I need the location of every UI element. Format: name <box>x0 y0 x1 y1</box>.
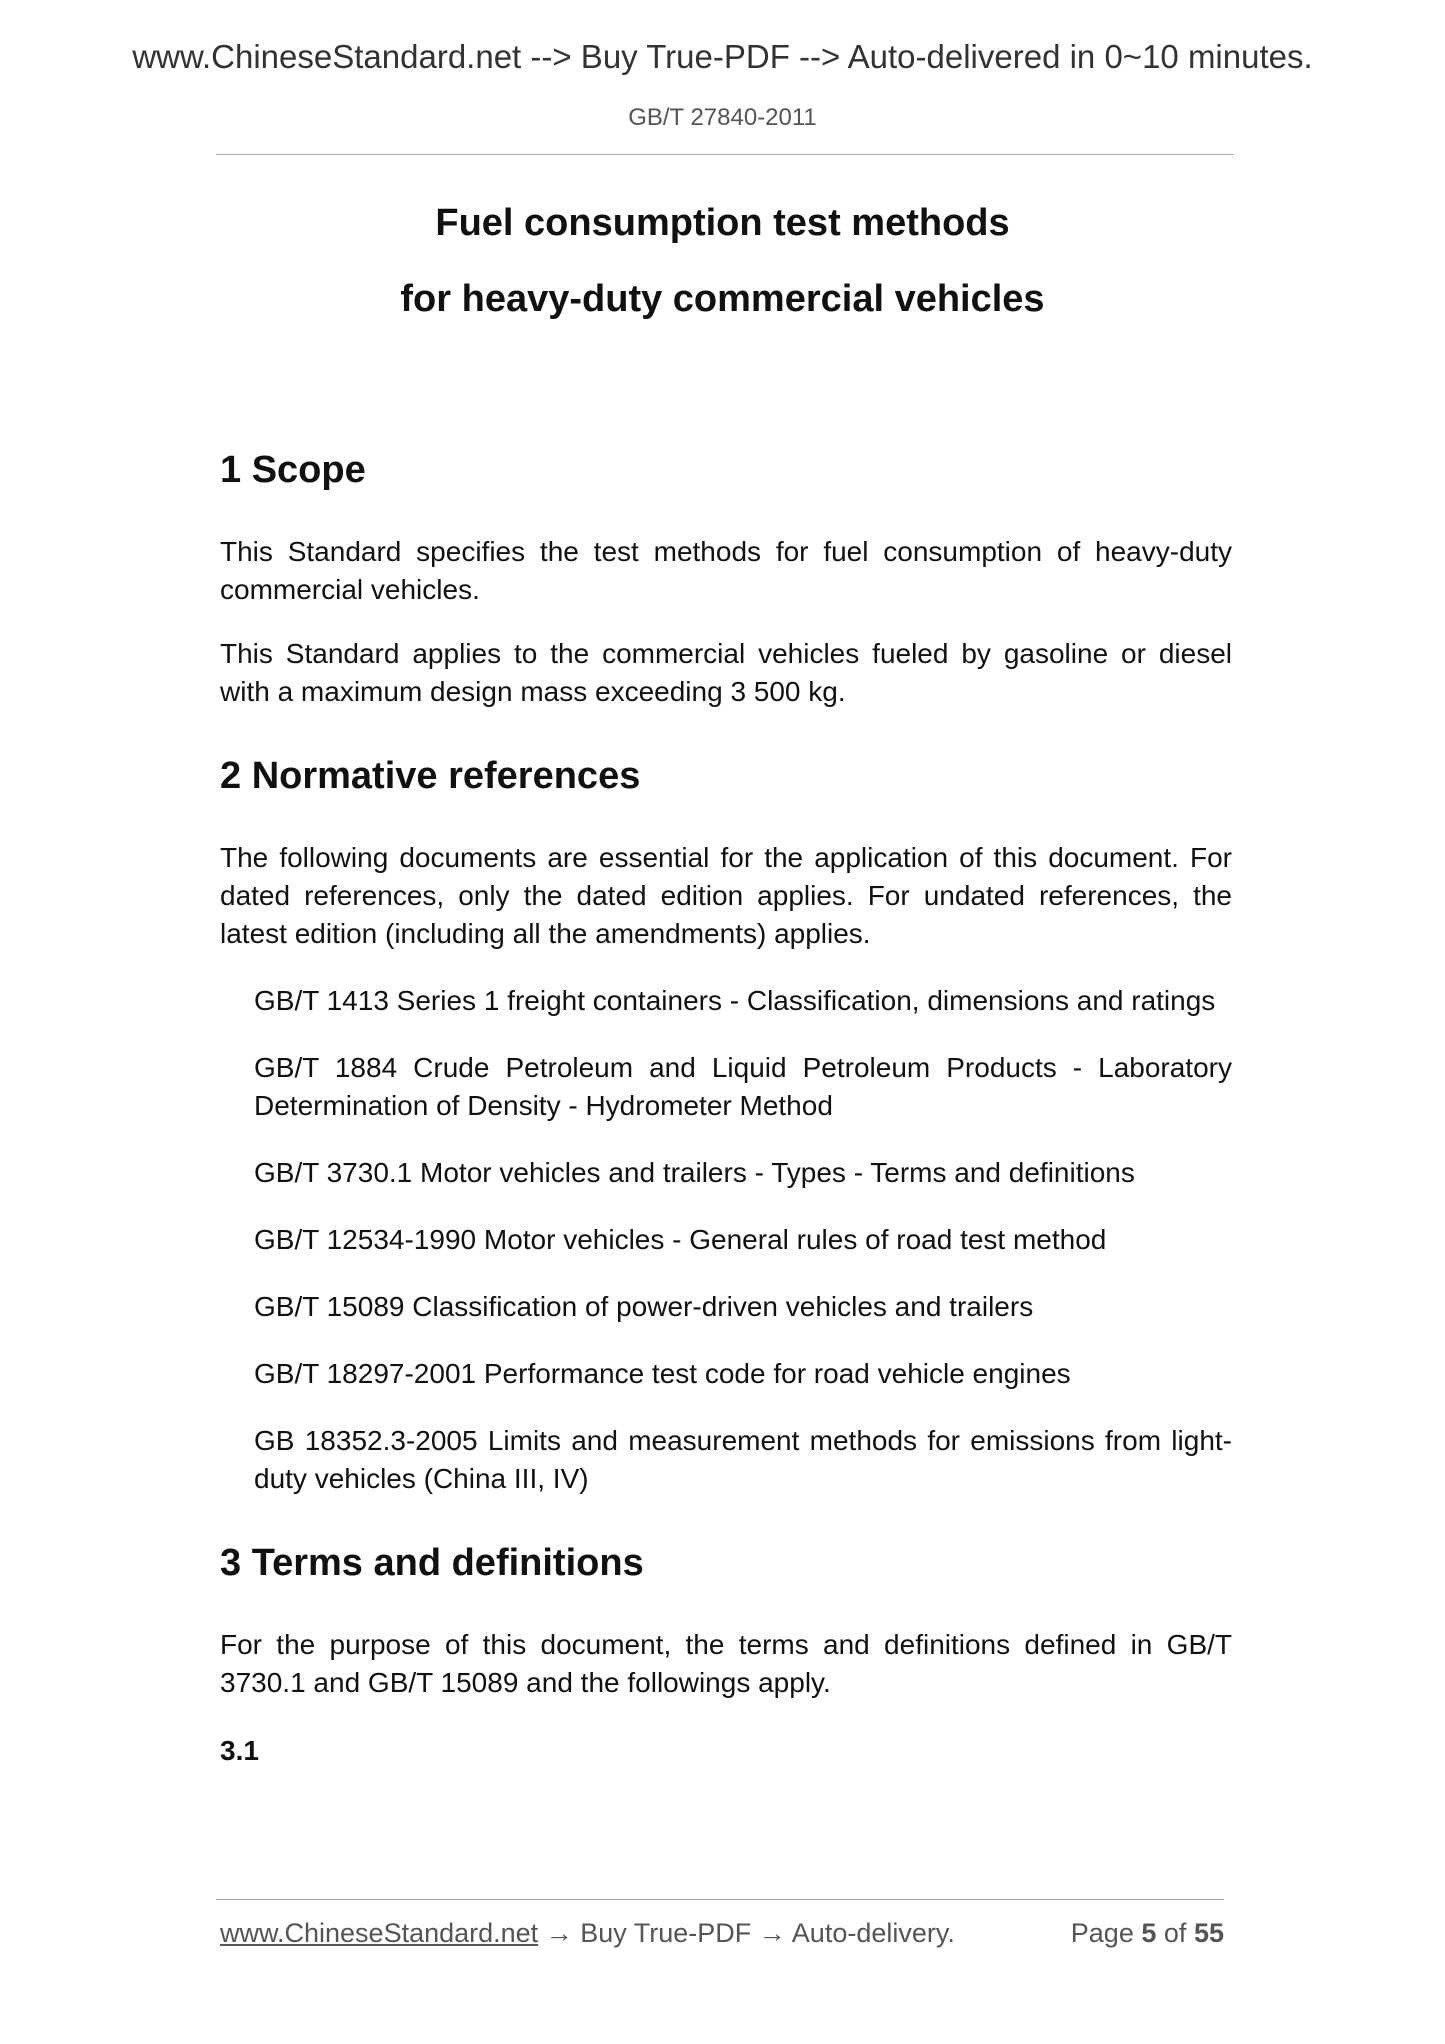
reference-item: GB/T 12534-1990 Motor vehicles - General rules of road test method <box>254 1224 1107 1255</box>
section-heading-terms-and-definitions: 3 Terms and definitions <box>220 1542 644 1584</box>
page-number: 5 <box>1141 1918 1157 1948</box>
arrow-right-icon: → <box>545 1918 573 1948</box>
arrow-right-icon: → <box>758 1918 786 1948</box>
reference-item: GB/T 18297-2001 Performance test code for road vehicle engines <box>254 1358 1071 1389</box>
reference-item: GB/T 1413 Series 1 freight containers - Classification, dimensions and ratings <box>254 985 1216 1016</box>
page-label: Page <box>1070 1918 1134 1948</box>
page-indicator <box>1071 1918 1224 1949</box>
terms-intro: For the purpose of this document, the terms and definitions defined in GB/T 3730.1 and GB/T 15089 and the followings apply. <box>220 1629 1232 1698</box>
footer-delivery-text: Auto-delivery. <box>791 1918 955 1948</box>
standard-code: GB/T 27840-2011 <box>628 104 817 131</box>
footer-site-link[interactable]: www.ChineseStandard.net <box>220 1918 539 1948</box>
reference-item: GB/T 1884 Crude Petroleum and Liquid Petroleum Products - Laboratory Determination of Density - Hydrometer Method <box>254 1052 1232 1121</box>
top-banner: www.ChineseStandard.net --> Buy True-PDF --> Auto-delivered in 0~10 minutes. <box>132 38 1313 75</box>
scope-paragraph-1: This Standard specifies the test methods for fuel consumption of heavy-duty commercial vehicles. <box>220 536 1232 605</box>
document-title-line2: for heavy-duty commercial vehicles <box>400 278 1045 320</box>
reference-item: GB 18352.3-2005 Limits and measurement methods for emissions from light-duty vehicles (China III, IV) <box>254 1425 1232 1494</box>
normative-intro: The following documents are essential for the application of this document. For dated references, only the dated edition applies. For undated references, the latest edition (including all the amendments) applies. <box>220 842 1232 949</box>
of-label: of <box>1163 1918 1187 1948</box>
document-body <box>220 447 1232 1770</box>
scope-paragraph-2: This Standard applies to the commercial vehicles fueled by gasoline or diesel with a maximum design mass exceeding 3 500 kg. <box>220 638 1232 707</box>
document-title-line1: Fuel consumption test methods <box>435 202 1010 244</box>
page-footer <box>220 1918 1224 1949</box>
header-divider <box>216 154 1234 155</box>
section-heading-normative-references: 2 Normative references <box>220 755 641 797</box>
page-total: 55 <box>1193 1918 1224 1948</box>
term-number: 3.1 <box>220 1735 259 1766</box>
footer-divider <box>216 1899 1224 1900</box>
reference-item: GB/T 3730.1 Motor vehicles and trailers - Types - Terms and definitions <box>254 1157 1135 1188</box>
section-heading-scope: 1 Scope <box>220 449 366 491</box>
reference-item: GB/T 15089 Classification of power-driven vehicles and trailers <box>254 1291 1034 1322</box>
footer-buy-text: Buy True-PDF <box>580 1918 752 1948</box>
